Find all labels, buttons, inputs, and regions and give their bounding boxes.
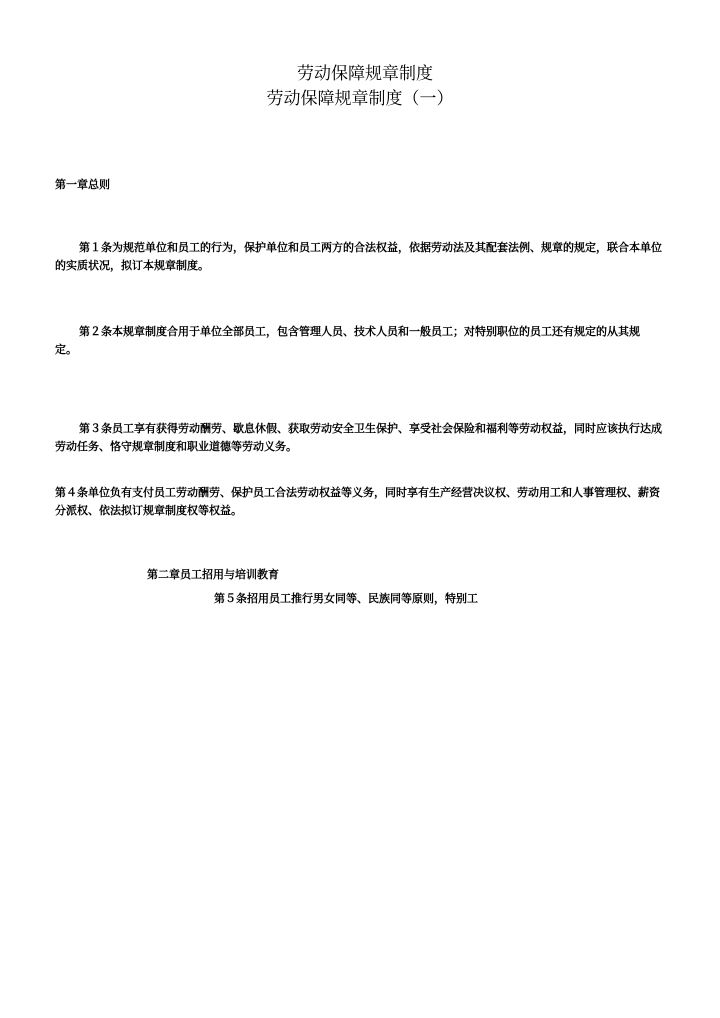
- article-2-line-2: 定。: [55, 343, 77, 356]
- document-title: 劳动保障规章制度: [297, 64, 433, 84]
- chapter-2-heading: 第二章员工招用与培训教育: [147, 568, 279, 581]
- document-subtitle: 劳动保障规章制度（一）: [266, 89, 454, 109]
- article-1-paragraph: 第１条为规范单位和员工的行为，保护单位和员工两方的合法权益，依据劳动法及其配套法例、规章的规定，联合本单位的实质状况，拟订本规章制度。: [55, 241, 662, 272]
- chapter-1-heading: 第一章总则: [55, 178, 110, 191]
- article-2-line-1: 第２条本规章制度合用于单位全部员工，包含管理人员、技术人员和一般员工；对特别职位的员工还有规定的从其规: [79, 325, 640, 338]
- article-5-paragraph: 第５条招用员工推行男女同等、民族同等原则，特别工: [214, 592, 478, 605]
- article-3-paragraph: 第３条员工享有获得劳动酬劳、歇息休假、获取劳动安全卫生保护、享受社会保险和福利等劳动权益，同时应该执行达成劳动任务、恪守规章制度和职业道德等劳动义务。: [55, 422, 662, 453]
- article-2-paragraph: [55, 323, 667, 359]
- article-4-paragraph: 第４条单位负有支付员工劳动酬劳、保护员工合法劳动权益等义务，同时享有生产经营决议权、劳动用工和人事管理权、薪资分派权、依法拟订规章制度权等权益。: [55, 486, 660, 517]
